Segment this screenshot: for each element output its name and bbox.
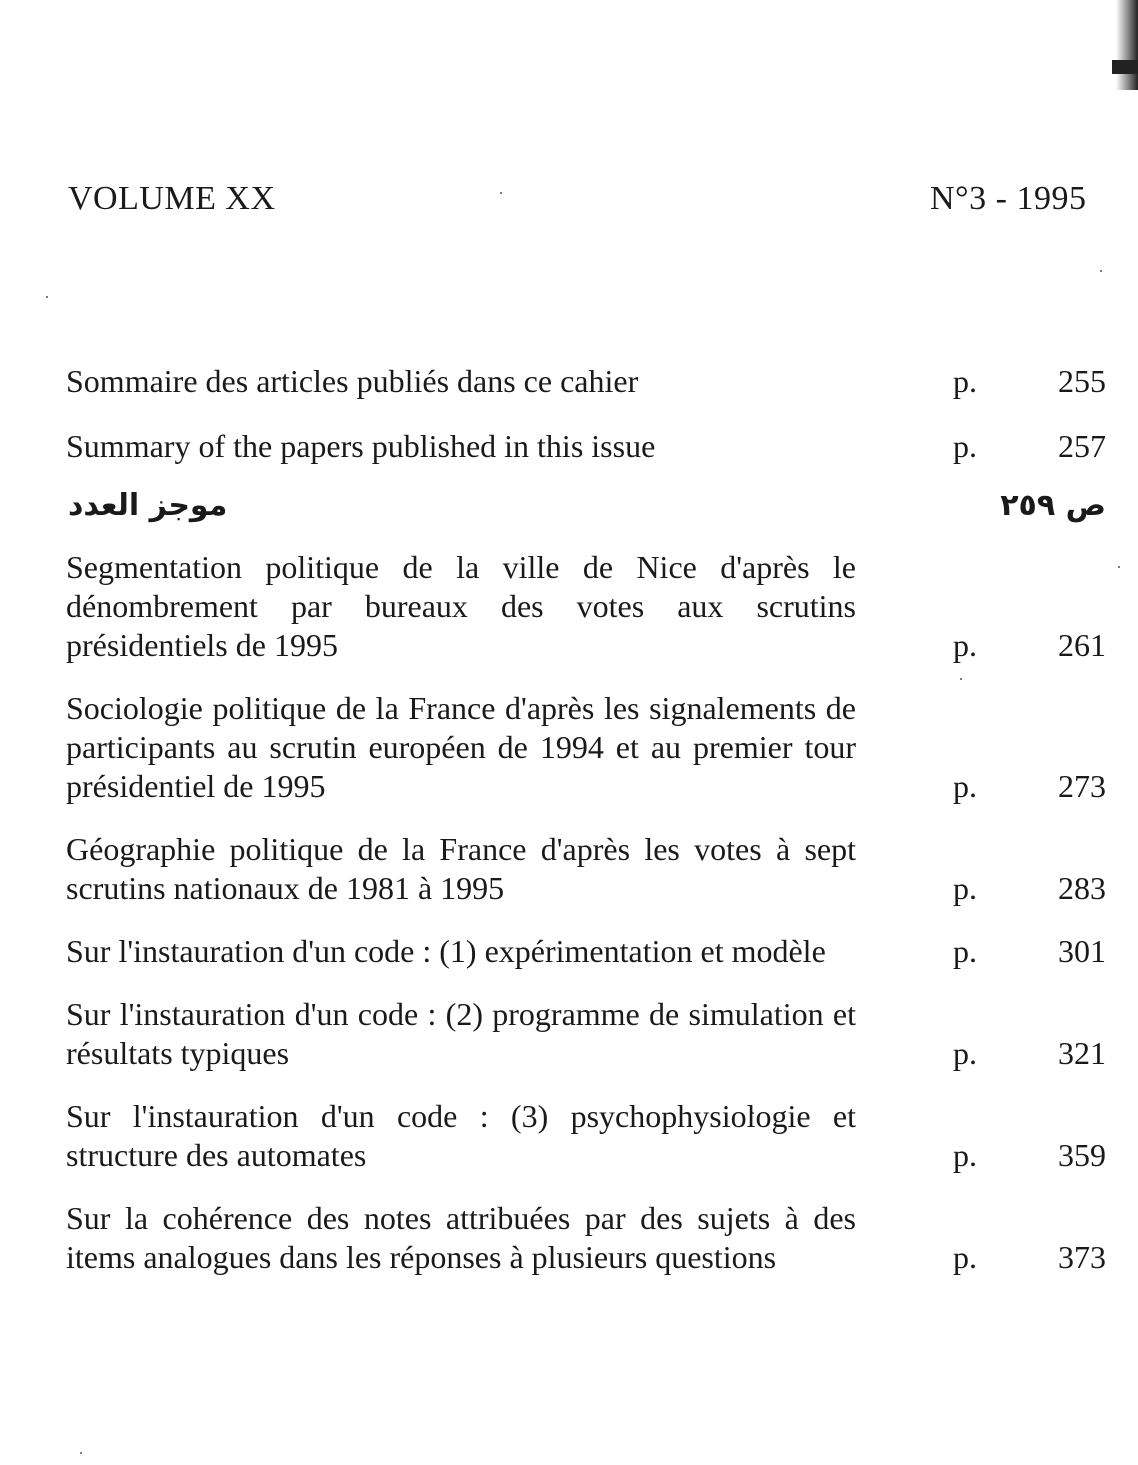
toc-entry-page: 273 bbox=[1058, 768, 1106, 804]
scan-speck bbox=[500, 192, 502, 194]
toc-entry-title: Sur l'instauration d'un code : (2) programme de simulation et résultats typiques bbox=[66, 996, 856, 1071]
toc-entry-title: Segmentation politique de la ville de Nice d'après le dénombrement par bureaux des votes aux scrutins présidentiels de 1995 bbox=[66, 549, 856, 663]
toc-entry[interactable] bbox=[66, 995, 1116, 1073]
toc-entry[interactable] bbox=[66, 830, 1116, 908]
toc-entry[interactable] bbox=[66, 1199, 1116, 1277]
issue-label: N°3 - 1995 bbox=[930, 180, 1087, 217]
table-of-contents bbox=[66, 362, 1116, 1277]
page-prefix: p. bbox=[953, 870, 977, 906]
page-prefix: p. bbox=[953, 627, 977, 663]
toc-entry[interactable] bbox=[66, 689, 1116, 806]
toc-entry-page: 255 bbox=[1058, 363, 1106, 399]
page-prefix: p. bbox=[953, 1035, 977, 1071]
toc-entry-title: Sociologie politique de la France d'après les signalements de participants au scrutin européen de 1994 et au premier tour présidentiel de 1995 bbox=[66, 690, 856, 804]
toc-entry-title: Sur l'instauration d'un code : (1) expérimentation et modèle bbox=[66, 933, 826, 969]
scan-speck bbox=[1118, 566, 1120, 568]
scan-speck bbox=[1100, 270, 1102, 272]
toc-entry-arabic[interactable] bbox=[66, 488, 1116, 534]
page-prefix: p. bbox=[953, 363, 977, 399]
toc-entry-title: Sur la cohérence des notes attribuées par des sujets à des items analogues dans les réponses à plusieurs questions bbox=[66, 1200, 856, 1275]
page-prefix: p. bbox=[953, 1137, 977, 1173]
scan-edge-mark bbox=[1116, 0, 1138, 90]
toc-entry[interactable] bbox=[66, 427, 1116, 466]
toc-entry[interactable] bbox=[66, 362, 1116, 401]
toc-entry[interactable] bbox=[66, 932, 1116, 971]
toc-entry-page: 283 bbox=[1058, 870, 1106, 906]
volume-label: VOLUME XX bbox=[68, 180, 276, 217]
toc-entry-title: Sur l'instauration d'un code : (3) psychophysiologie et structure des automates bbox=[66, 1098, 856, 1173]
page-prefix: p. bbox=[953, 428, 977, 464]
toc-entry-title: Sommaire des articles publiés dans ce cahier bbox=[66, 363, 639, 399]
arabic-page: ص ٢٥٩ bbox=[1000, 488, 1106, 523]
toc-entry-title: Géographie politique de la France d'après les votes à sept scrutins nationaux de 1981 à 1995 bbox=[66, 831, 856, 906]
page-prefix: p. bbox=[953, 933, 977, 969]
toc-entry-title: Summary of the papers published in this issue bbox=[66, 428, 656, 464]
scan-speck bbox=[80, 1452, 82, 1454]
scan-speck bbox=[46, 296, 48, 298]
scan-edge-mark bbox=[1112, 60, 1138, 74]
toc-entry-page: 261 bbox=[1058, 627, 1106, 663]
toc-entry-page: 321 bbox=[1058, 1035, 1106, 1071]
toc-entry[interactable] bbox=[66, 548, 1116, 665]
page-prefix: p. bbox=[953, 768, 977, 804]
page-prefix: p. bbox=[953, 1239, 977, 1275]
toc-entry[interactable] bbox=[66, 1097, 1116, 1175]
toc-entry-page: 301 bbox=[1058, 933, 1106, 969]
arabic-title: موجز العدد bbox=[68, 488, 228, 523]
toc-entry-page: 359 bbox=[1058, 1137, 1106, 1173]
toc-entry-page: 373 bbox=[1058, 1239, 1106, 1275]
toc-entry-page: 257 bbox=[1058, 428, 1106, 464]
